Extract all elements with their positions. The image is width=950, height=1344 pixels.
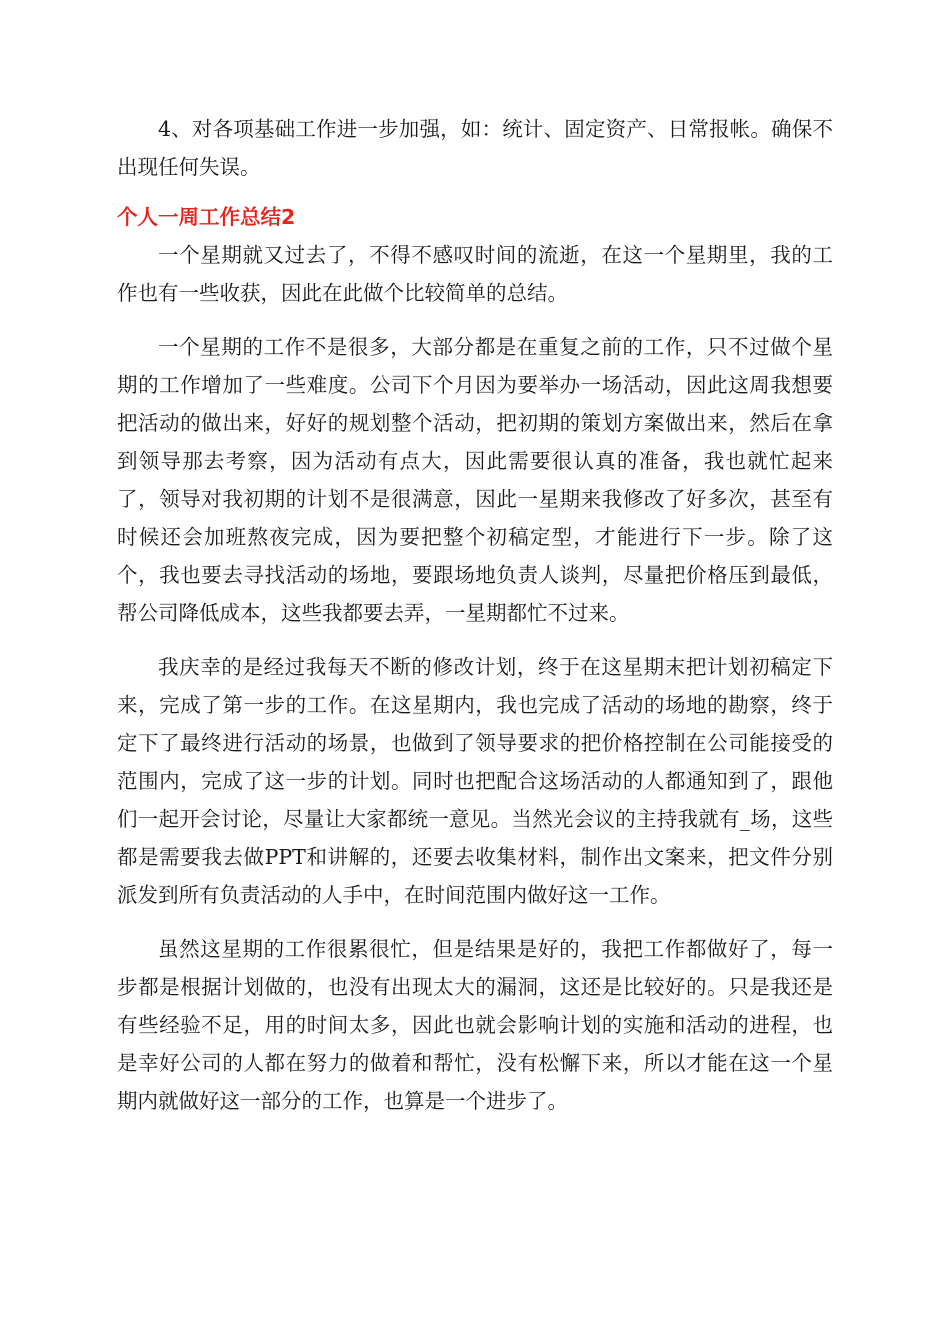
paragraph-conclusion: 虽然这星期的工作很累很忙，但是结果是好的，我把工作都做好了，每一步都是根据计划做的，也没有出现太大的漏洞，这还是比较好的。只是我还是有些经验不足，用的时间太多，因此也就会影响计划的实施和活动的进程，也是幸好公司的人都在努力的做着和帮忙，没有松懈下来，所以才能在这一个星期内就做好这一部分的工作，也算是一个进步了。 — [117, 937, 833, 1113]
paragraph-progress: 我庆幸的是经过我每天不断的修改计划，终于在这星期末把计划初稿定下来，完成了第一步的工作。在这星期内，我也完成了活动的场地的勘察，终于定下了最终进行活动的场景，也做到了领导要求的把价格控制在公司能接受的范围内，完成了这一步的计划。同时也把配合这场活动的人都通知到了，跟他们一起开会讨论，尽量让大家都统一意见。当然光会议的主持我就有_场，这些都是需要我去做PPT和讲解的，还要去收集材料，制作出文案来，把文件分别派发到所有负责活动的人手中，在时间范围内做好这一工作。 — [117, 655, 833, 907]
paragraph-intro: 一个星期就又过去了，不得不感叹时间的流逝，在这一个星期里，我的工作也有一些收获，因此在此做个比较简单的总结。 — [117, 243, 833, 305]
paragraph-item-4: 4、对各项基础工作进一步加强，如：统计、固定资产、日常报帐。确保不出现任何失误。 — [117, 117, 833, 179]
section-heading: 个人一周工作总结2 — [117, 205, 296, 229]
paragraph-work: 一个星期的工作不是很多，大部分都是在重复之前的工作，只不过做个星期的工作增加了一些难度。公司下个月因为要举办一场活动，因此这周我想要把活动的做出来，好好的规划整个活动，把初期的策划方案做出来，然后在拿到领导那去考察，因为活动有点大，因此需要很认真的准备，我也就忙起来了，领导对我初期的计划不是很满意，因此一星期来我修改了好多次，甚至有时候还会加班熬夜完成，因为要把整个初稿定型，才能进行下一步。除了这个，我也要去寻找活动的场地，要跟场地负责人谈判，尽量把价格压到最低，帮公司降低成本，这些我都要去弄，一星期都忙不过来。 — [117, 335, 833, 625]
document-body — [117, 110, 833, 1120]
